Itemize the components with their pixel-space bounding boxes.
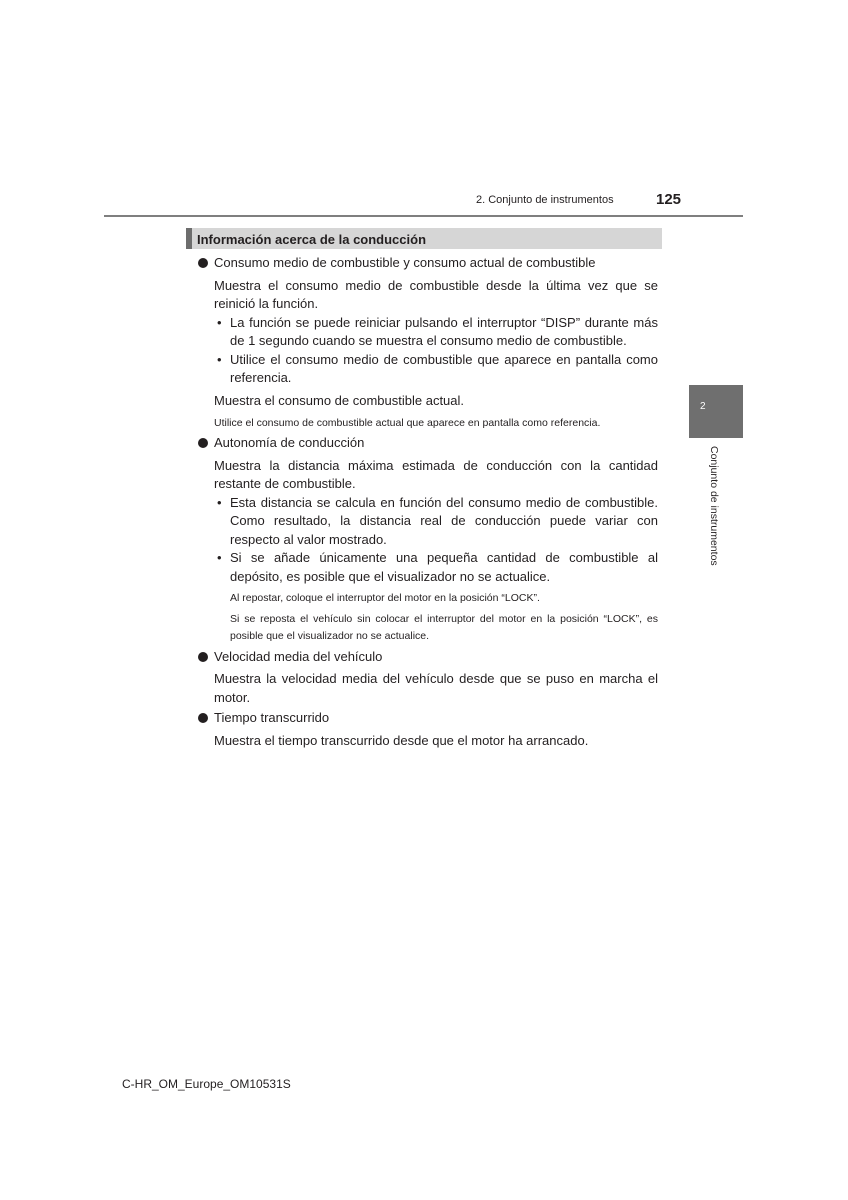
item-fuel-heading-text: Consumo medio de combustible y consumo actual de combustible [214, 255, 596, 270]
header-rule [104, 215, 743, 217]
item-fuel-note-1 [198, 314, 658, 351]
item-speed-heading [198, 648, 658, 667]
item-fuel-heading [198, 254, 658, 273]
item-range-small-note-2: Si se reposta el vehículo sin colocar el interruptor del motor en la posición “LOCK”, es posible que el visualizador no se actualice. [230, 612, 658, 642]
item-fuel-body-2: Muestra el consumo de combustible actual. [214, 392, 465, 408]
section-heading-bar [186, 228, 662, 249]
document-code: C-HR_OM_Europe_OM10531S [122, 1077, 291, 1091]
bullet-dot-icon [198, 438, 208, 448]
item-range-note-1-text: Esta distancia se calcula en función del consumo medio de combustible. Como resultado, la distancia real de conducción puede variar con respecto al valor mostrado. [230, 494, 658, 547]
section-marker [186, 228, 192, 249]
item-range-heading [198, 434, 658, 453]
item-time-body: Muestra el tiempo transcurrido desde que el motor ha arrancado. [214, 732, 589, 748]
item-fuel-small-note: Utilice el consumo de combustible actual que aparece en pantalla como referencia. [214, 417, 601, 429]
running-head: 2. Conjunto de instrumentos [476, 194, 614, 206]
item-fuel-note-1-text: La función se puede reiniciar pulsando el interruptor “DISP” durante más de 1 segundo cuando se muestra el consumo medio de combustible. [230, 314, 658, 348]
section-title: Información acerca de la conducción [197, 232, 427, 247]
chapter-tab-label: Conjunto de instrumentos [708, 446, 720, 566]
page-content [198, 254, 658, 750]
chapter-tab [689, 385, 743, 438]
page-number: 125 [656, 191, 682, 208]
item-range-small-note-1: Al repostar, coloque el interruptor del motor en la posición “LOCK”. [230, 592, 540, 604]
bullet-dot-icon [198, 713, 208, 723]
item-range-note-2 [198, 549, 658, 586]
small-bullet-icon: • [217, 314, 222, 330]
item-range-note-1 [198, 494, 658, 550]
small-bullet-icon: • [217, 351, 222, 367]
item-range-note-2-text: Si se añade únicamente una pequeña cantidad de combustible al depósito, es posible que el visualizador no se actualice. [230, 550, 658, 584]
item-time-heading [198, 709, 658, 728]
item-speed-heading-text: Velocidad media del vehículo [214, 648, 383, 664]
item-range-body: Muestra la distancia máxima estimada de conducción con la cantidad restante de combustible. [214, 457, 658, 491]
small-bullet-icon: • [217, 550, 222, 565]
item-range-heading-text: Autonomía de conducción [214, 435, 365, 450]
chapter-tab-number: 2 [700, 401, 706, 412]
bullet-dot-icon [198, 258, 208, 268]
item-speed-body: Muestra la velocidad media del vehículo desde que se puso en marcha el motor. [214, 671, 658, 705]
item-time-heading-text: Tiempo transcurrido [214, 710, 330, 725]
item-fuel-note-2-text: Utilice el consumo medio de combustible que aparece en pantalla como referencia. [230, 351, 658, 385]
item-fuel-body: Muestra el consumo medio de combustible desde la última vez que se reinició la función. [214, 277, 658, 311]
small-bullet-icon: • [217, 494, 222, 510]
bullet-dot-icon [198, 652, 208, 662]
item-fuel-note-2 [198, 351, 658, 388]
